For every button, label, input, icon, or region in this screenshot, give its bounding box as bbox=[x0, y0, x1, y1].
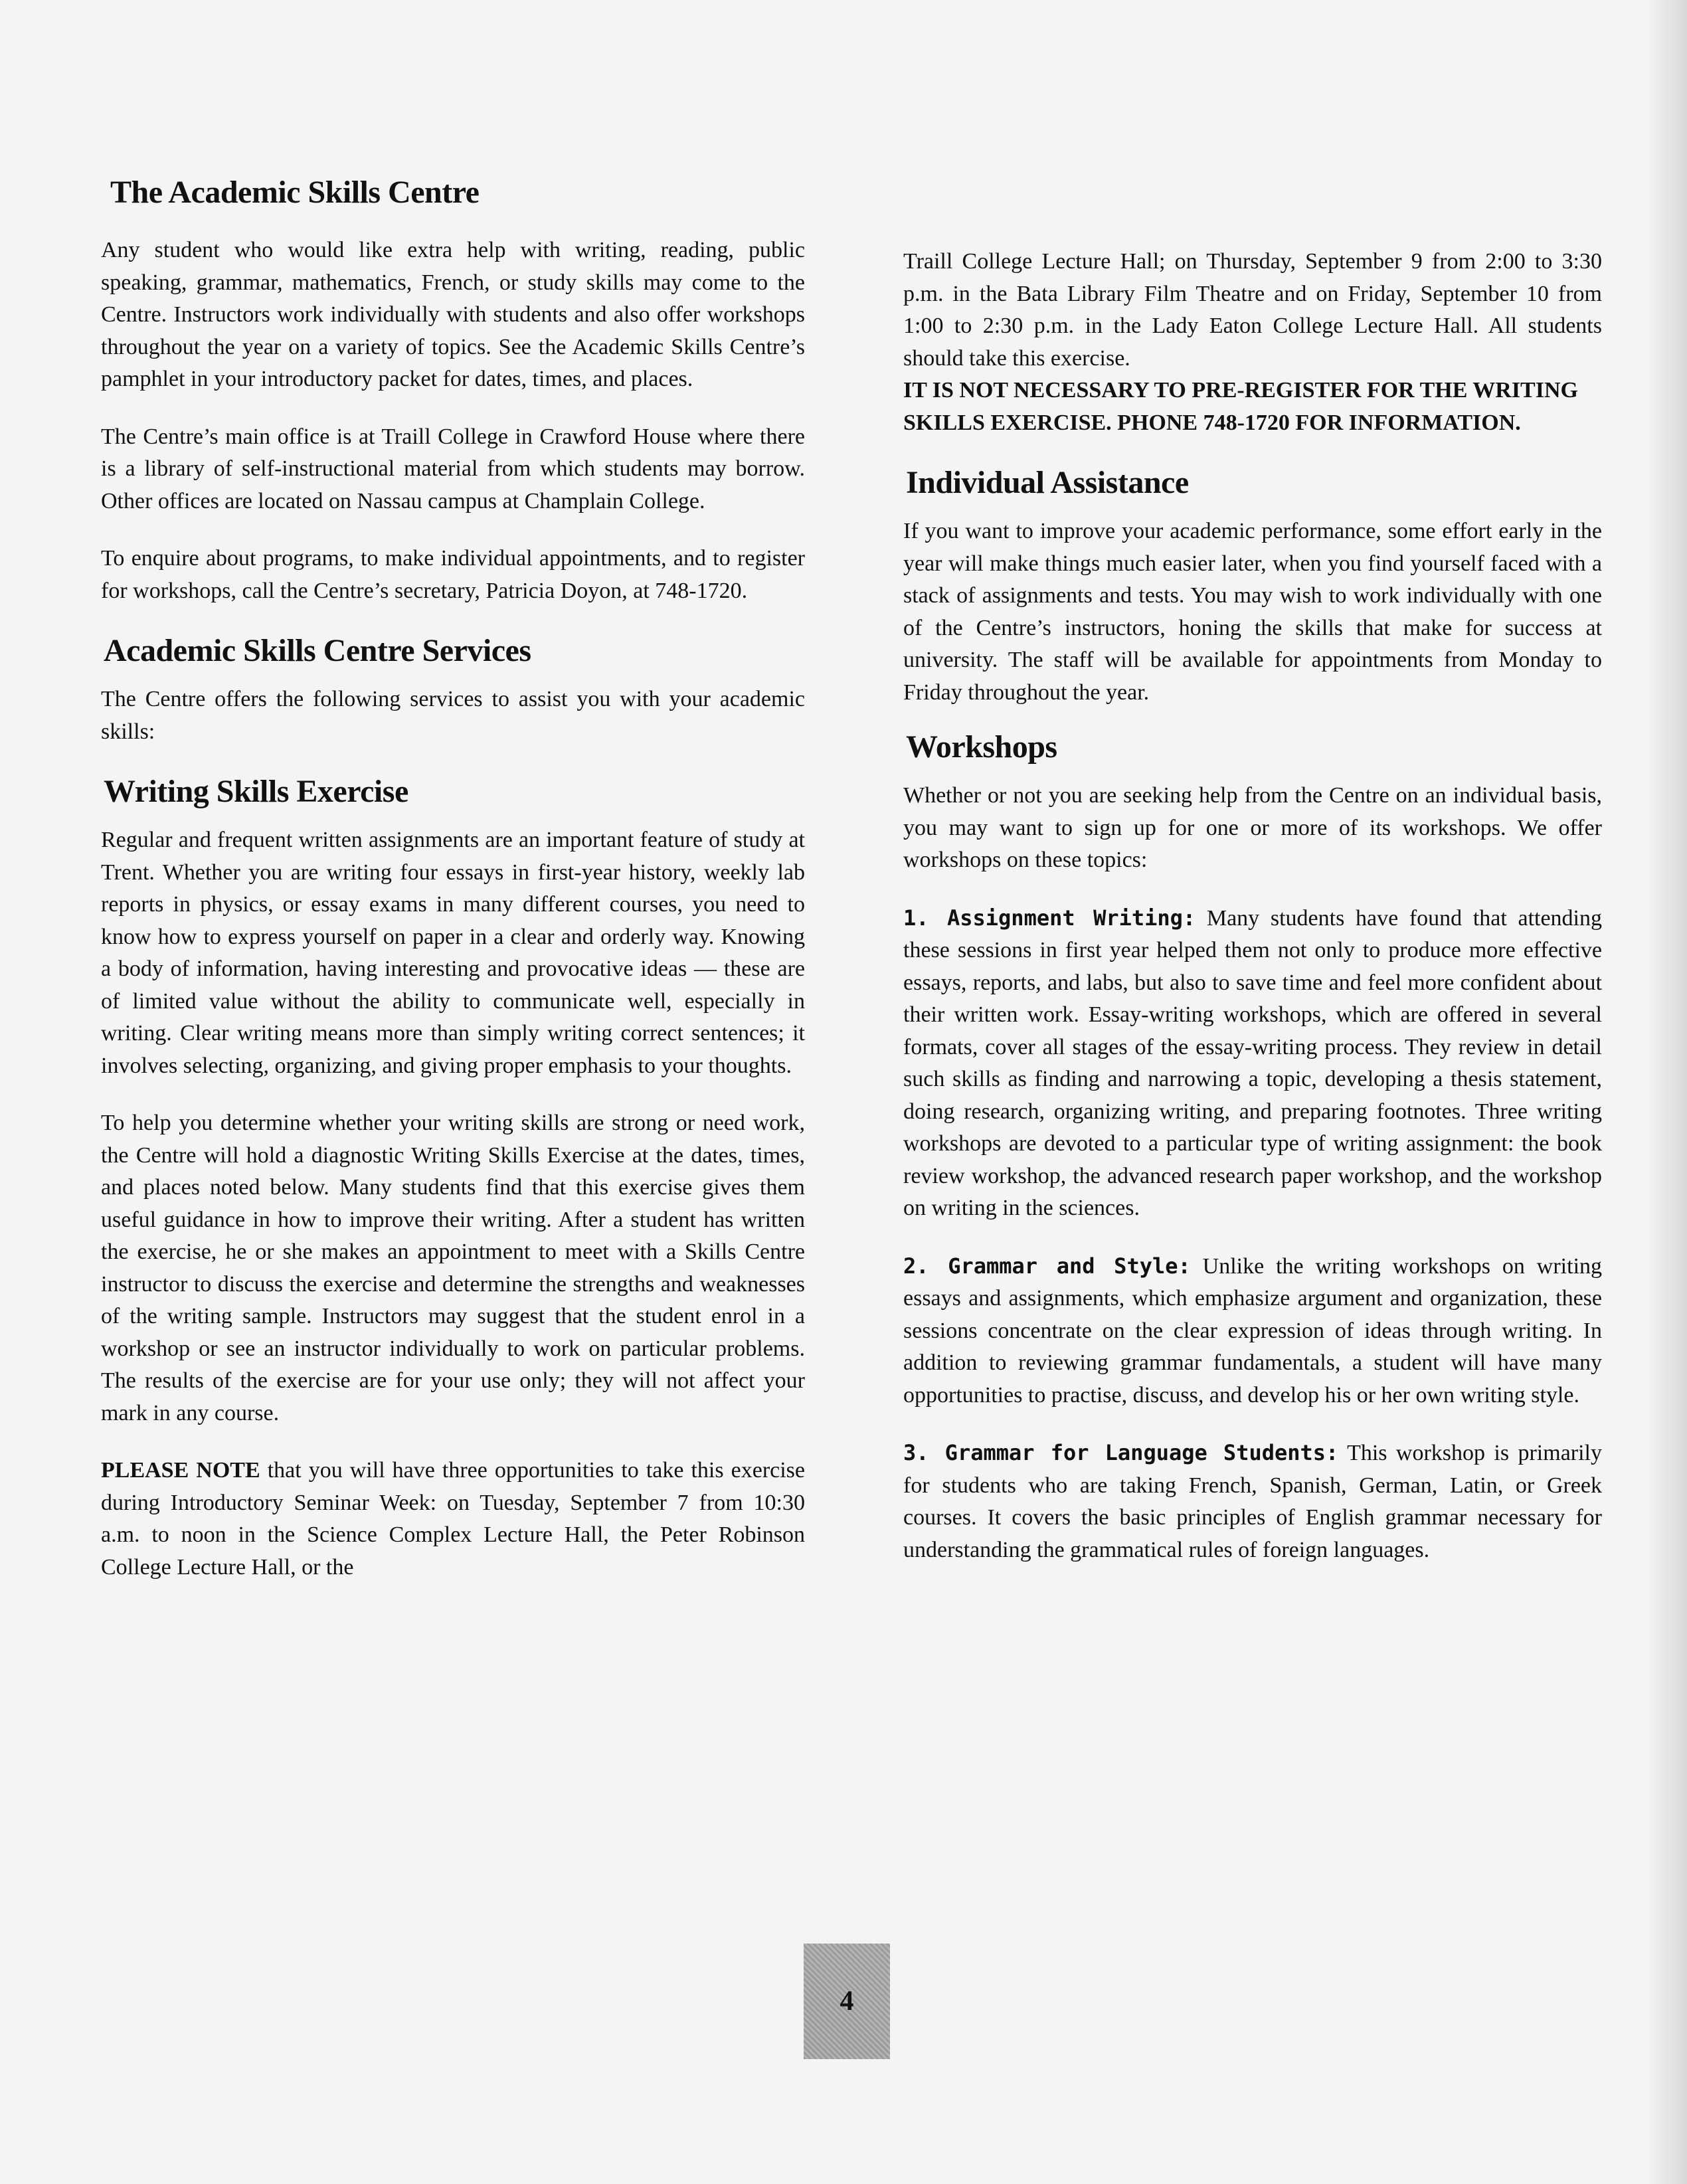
workshops-heading: Workshops bbox=[906, 729, 1057, 765]
services-paragraph: The Centre offers the following services to assist you with your academic skills: bbox=[101, 687, 805, 744]
main-office-paragraph: The Centre’s main office is at Traill College in Crawford House where there is a library of self-instructional material from which students may borrow. Other offices are located on Nassau campus at Champlain College. bbox=[101, 424, 805, 513]
services-heading: Academic Skills Centre Services bbox=[104, 633, 531, 668]
workshop-grammar-language bbox=[903, 1437, 1602, 1566]
please-note-text: that you will have three opportunities to take this exercise during Introductory Seminar Week: on Tuesday, September 7 from 10:30 a.m. to noon in the Science Complex Lecture Hall, the Peter Robinson College Lecture Hall, or the bbox=[101, 1458, 805, 1580]
enquire-paragraph: To enquire about programs, to make individual appointments, and to register for workshops, call the Centre’s secretary, Patricia Doyon, at 748-1720. bbox=[101, 546, 805, 603]
please-note-paragraph bbox=[101, 1455, 805, 1584]
writing-skills-heading: Writing Skills Exercise bbox=[104, 774, 408, 809]
writing-skills-paragraph-2: To help you determine whether your writing skills are strong or need work, the Centre will hold a diagnostic Writing Skills Exercise at the dates, times, and places noted below. Many students find that this exercise gives them useful guidance in how to improve their writing. After a student has written the exercise, he or she makes an appointment to meet with a Skills Centre instructor to discuss the exercise and determine the strengths and weaknesses of the writing sample. Instructors may suggest that the student enrol in a workshop or see an instructor individually to work on particular problems. The results of the exercise are for your use only; they will not affect your mark in any course. bbox=[101, 1111, 805, 1425]
workshop-2-heading: 2. Grammar and Style: bbox=[903, 1253, 1191, 1279]
workshop-1-heading: 1. Assignment Writing: bbox=[903, 905, 1196, 931]
workshop-1-text: Many students have found that attending these sessions in first year helped them not only to produce more effective essays, reports, and labs, but also to save time and feel more confident about their written work. Essay-writing workshops, which are offered in several formats, cover all stages of the essay-writing process. They review in detail such skills as finding and narrowing a topic, developing a thesis statement, doing research, organizing writing, and preparing footnotes. Three writing workshops are devoted to a particular type of writing assignment: the book review workshop, the advanced research paper workshop, and the workshop on writing in the sciences. bbox=[903, 905, 1602, 1220]
left-column bbox=[101, 174, 805, 1609]
writing-skills-paragraph-1: Regular and frequent written assignments are an important feature of study at Trent. Whether you are writing four essays in first-year history, weekly lab reports in physics, or essay exams in many different courses, you need to know how to express yourself on paper in a clear and orderly way. Knowing a body of information, having interesting and provocative ideas — these are of limited value without the ability to communicate well, especially in writing. Clear writing means more than simply writing correct sentences; it involves selecting, organizing, and giving proper emphasis to your thoughts. bbox=[101, 828, 805, 1078]
right-column bbox=[903, 246, 1602, 1592]
continued-paragraph: Traill College Lecture Hall; on Thursday, September 9 from 2:00 to 3:30 p.m. in the Bata Library Film Theatre and on Friday, September 10 from 1:00 to 2:30 p.m. in the Lady Eaton College Lecture Hall. All students should take this exercise. bbox=[903, 249, 1602, 371]
workshop-3-text: This workshop is primarily for students who are taking French, Spanish, German, Latin, or Greek courses. It covers the basic principles of English grammar necessary for understanding the grammatical rules of foreign languages. bbox=[903, 1441, 1602, 1562]
intro-paragraph: Any student who would like extra help with writing, reading, public speaking, grammar, mathematics, French, or study skills may come to the Centre. Instructors work individually with students and also offer workshops throughout the year on a variety of topics. See the Academic Skills Centre’s pamphlet in your introductory packet for dates, times, and places. bbox=[101, 238, 805, 391]
workshop-assignment-writing bbox=[903, 902, 1602, 1225]
academic-skills-centre-heading: The Academic Skills Centre bbox=[110, 175, 480, 210]
workshops-intro-paragraph: Whether or not you are seeking help from the Centre on an individual basis, you may want to sign up for one or more of its workshops. We offer workshops on these topics: bbox=[903, 783, 1602, 872]
workshop-grammar-style bbox=[903, 1250, 1602, 1412]
individual-assistance-paragraph: If you want to improve your academic performance, some effort early in the year will make things much easier later, when you find yourself faced with a stack of assignments and tests. You may wish to work individually with one of the Centre’s instructors, honing the skills that make for success at university. The staff will be available for appointments from Monday to Friday throughout the year. bbox=[903, 519, 1602, 705]
pre-register-notice: IT IS NOT NECESSARY TO PRE-REGISTER FOR THE WRITING SKILLS EXERCISE. PHONE 748-1720 FOR INFORMATION. bbox=[903, 378, 1578, 435]
workshop-3-heading: 3. Grammar for Language Students: bbox=[903, 1440, 1339, 1465]
workshop-2-text: Unlike the writing workshops on writing essays and assignments, which emphasize argument and organization, these sessions concentrate on the clear expression of ideas through writing. In addition to reviewing grammar fundamentals, a student will have many opportunities to practise, discuss, and develop his or her own writing style. bbox=[903, 1253, 1603, 1408]
page-number: 4 bbox=[840, 1986, 854, 2017]
please-note-lead: PLEASE NOTE bbox=[101, 1458, 260, 1483]
page-number-badge bbox=[804, 1944, 890, 2059]
individual-assistance-heading: Individual Assistance bbox=[906, 465, 1189, 500]
page-edge-shadow bbox=[1647, 0, 1687, 2184]
